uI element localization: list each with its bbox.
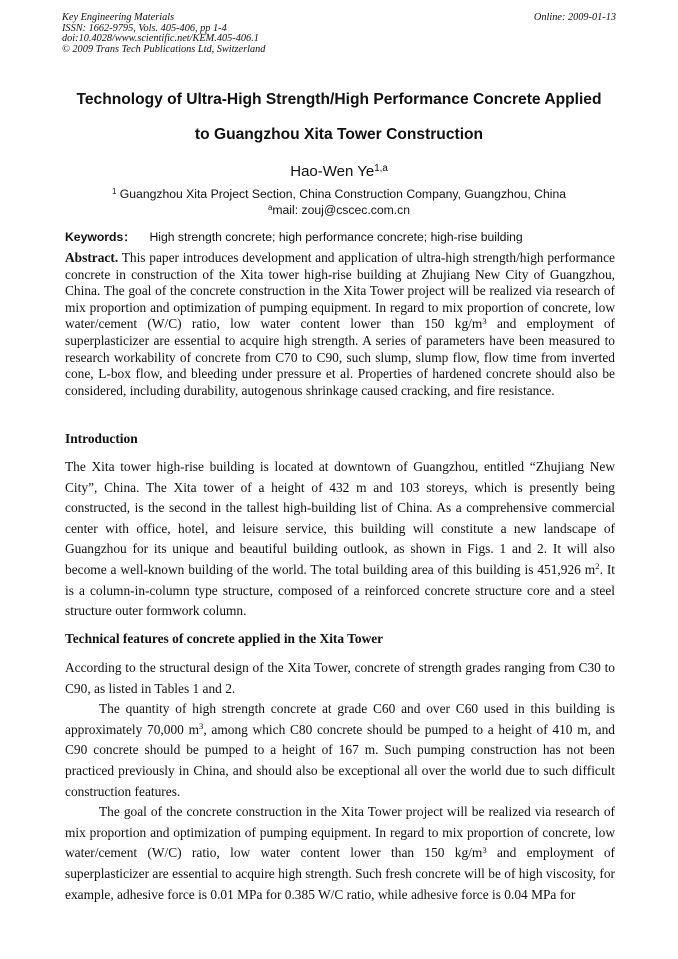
section-heading-introduction: Introduction (65, 431, 138, 446)
affiliation-text: Guangzhou Xita Project Section, China Construction Company, Guangzhou, China (116, 187, 567, 201)
abstract-text-2: and employment of superplasticizer are essential to acquire high strength. A series of parameters have been measured to research workability of concrete from C70 to C90, such slump, slump flow, flow time from inverted cone, L-box flow, and bleeding under pressure et al. Properties of hardened concrete should also be considered, including durability, autogenous shrinkage caused cracking, and fire resistance. (65, 316, 615, 398)
paper-title-line-2: to Guangzhou Xita Tower Construction (194, 126, 484, 143)
tech-p2-text-2: , among which C80 concrete should be pumped to a height of 410 m, and C90 concrete should be pumped to a height of 167 m. Such pumping construction has not been practiced previously in China, and should also be exceptional all over the world due to such difficult construction features. (65, 721, 615, 799)
abstract (65, 250, 615, 399)
abstract-text-1: This paper introduces development and application of ultra-high strength/high performance concrete in construction of the Xita tower high-rise building at Zhujiang New City of Guangzhou, China. The goal of the concrete construction in the Xita Tower project will be realized via research of mix proportion and optimization of pumping equipment. In regard to mix proportion of concrete, low water/cement (W/C) ratio, low water content lower than 150 kg/m (65, 250, 615, 332)
online-date: Online: 2009-01-13 (533, 12, 616, 23)
email-line (40, 203, 638, 217)
tech-p3-text-2: and employment of superplasticizer are essential to acquire high strength. Such fresh concrete will be of high viscosity, for example, adhesive force is 0.01 MPa for 0.385 W/C ratio, while adhesive force is 0.04 MPa for (65, 845, 615, 902)
author-name: Hao-Wen Ye (290, 163, 375, 180)
keywords-text: High strength concrete; high performance concrete; high-rise building (149, 230, 523, 244)
technical-section (65, 658, 615, 905)
affiliation (40, 187, 638, 201)
keywords-label: Keywords： (65, 230, 136, 244)
tech-p2-text-1: The quantity of high strength concrete at grade C60 and over C60 used in this building is approximately 70,000 m (65, 701, 615, 737)
intro-text-1: The Xita tower high-rise building is located at downtown of Guangzhou, entitled “Zhujiang New City”, China. The Xita tower of a height of 432 m and 103 storeys, which is presently being constructed, is the second in the tallest high-building list of China. As a comprehensive commercial center with office, hotel, and leisure service, this building will constitute a new landscape of Guangzhou for its unique and beautiful building outlook, as shown in Figs. 1 and 2. It will also become a well-known building of the world. The total building area of this building is 451,926 m (65, 459, 615, 577)
journal-header (62, 13, 618, 55)
tech-p2-sup: 3 (198, 721, 204, 731)
technical-paragraph-2 (65, 699, 615, 802)
copyright-line: © 2009 Trans Tech Publications Ltd, Switzerland (62, 43, 266, 55)
journal-name: Key Engineering Materials (62, 12, 175, 23)
tech-p3-sup: 3 (482, 844, 487, 855)
intro-sup: 2 (595, 561, 600, 572)
technical-paragraph-3 (65, 802, 615, 905)
section-heading-technical: Technical features of concrete applied in the Xita Tower (65, 631, 384, 646)
email: mail: zouj@cscec.com.cn (272, 203, 411, 217)
intro-text-2: . It is a column-in-column type structure, composed of a reinforced concrete structure core and a steel structure outer formwork column. (65, 561, 616, 619)
email-sup: a (267, 202, 273, 212)
doi-line: doi:10.4028/www.scientific.net/KEM.405-406.1 (62, 33, 259, 45)
abstract-label: Abstract. (65, 250, 119, 265)
issn-line: ISSN: 1662-9795, Vols. 405-406, pp 1-4 (62, 22, 227, 34)
technical-paragraph-1: According to the structural design of the Xita Tower, concrete of strength grades ranging from C30 to C90, as listed in Tables 1 and 2. (65, 660, 615, 696)
author-sup: 1,a (374, 162, 388, 174)
affiliation-sup: 1 (111, 186, 117, 196)
introduction-paragraph (65, 457, 615, 622)
paper-title-line-1: Technology of Ultra-High Strength/High Performance Concrete Applied (76, 91, 602, 108)
author (40, 163, 638, 180)
keywords (65, 228, 523, 245)
tech-p3-text-1: The goal of the concrete construction in the Xita Tower project will be realized via research of mix proportion and optimization of pumping equipment. In regard to mix proportion of concrete, low water/cement (W/C) ratio, low water content lower than 150 kg/m (65, 804, 615, 861)
abstract-sup: 3 (482, 315, 487, 326)
